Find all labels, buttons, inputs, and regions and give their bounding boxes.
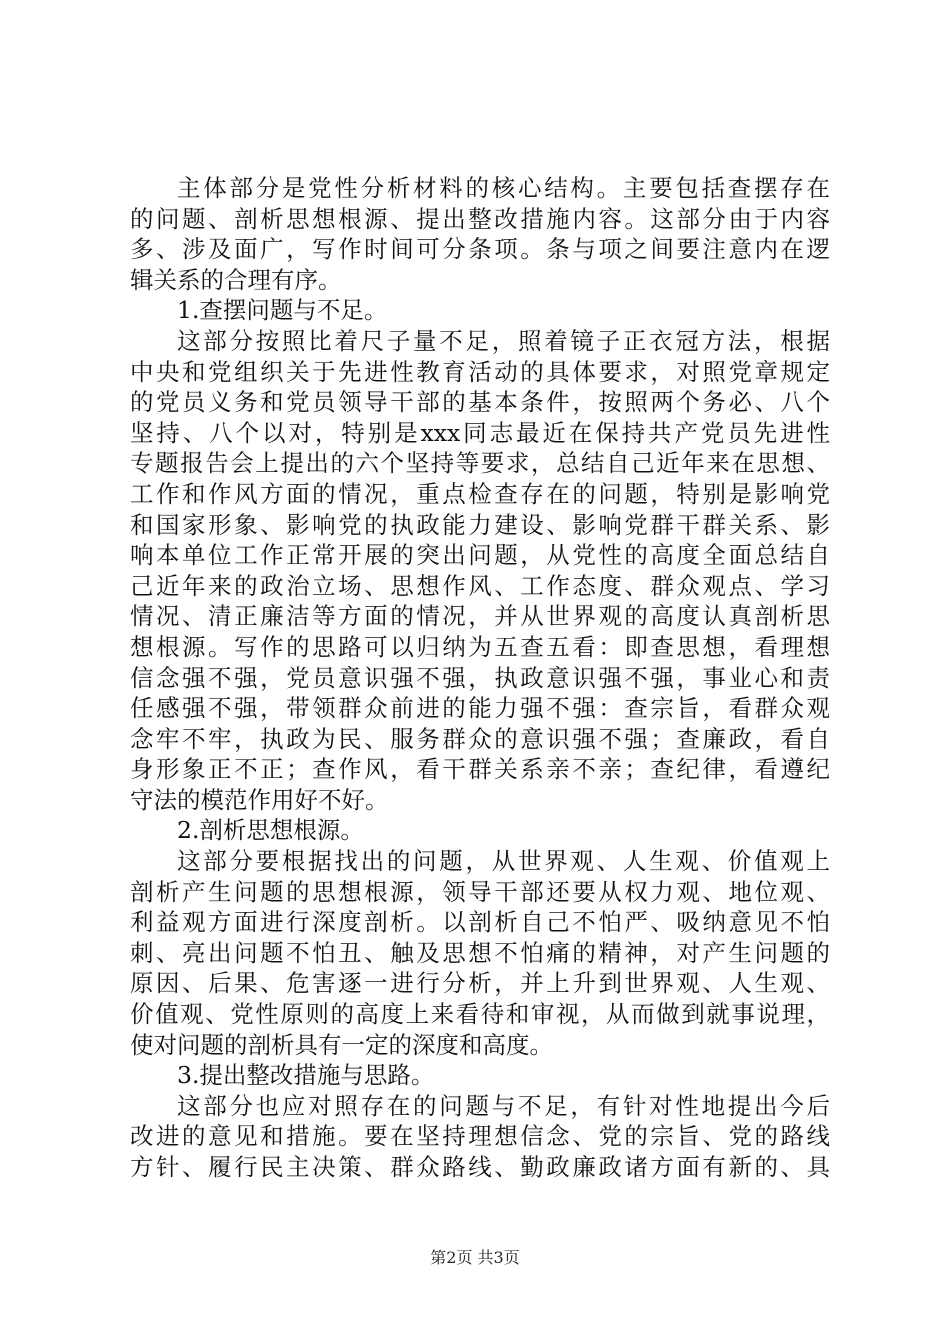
text-line: 想根源。写作的思路可以归纳为五查五看：即查思想，看理想 — [130, 632, 830, 661]
text-line: 1.查摆问题与不足。 — [177, 296, 388, 325]
page-number-footer: 第2页 共3页 — [430, 1248, 520, 1267]
text-line: 念牢不牢，执政为民、服务群众的意识强不强；查廉政，看自 — [130, 724, 830, 753]
text-line: 原因、后果、危害逐一进行分析，并上升到世界观、人生观、 — [130, 969, 830, 998]
text-line: 改进的意见和措施。要在坚持理想信念、党的宗旨、党的路线 — [130, 1122, 830, 1151]
text-line: 这部分也应对照存在的问题与不足，有针对性地提出今后 — [177, 1091, 830, 1120]
text-line: 利益观方面进行深度剖析。以剖析自己不怕严、吸纳意见不怕 — [130, 908, 830, 937]
text-line: 辑关系的合理有序。 — [130, 265, 342, 294]
text-line: 2.剖析思想根源。 — [177, 816, 364, 845]
text-line: 主体部分是党性分析材料的核心结构。主要包括查摆存在 — [177, 174, 830, 202]
text-line: 响本单位工作正常开展的突出问题，从党性的高度全面总结自 — [130, 541, 830, 570]
text-line: 和国家形象、影响党的执政能力建设、影响党群干群关系、影 — [130, 510, 830, 539]
text-line: 3.提出整改措施与思路。 — [177, 1061, 435, 1090]
text-line: 的问题、剖析思想根源、提出整改措施内容。这部分由于内容 — [130, 204, 830, 233]
text-line: 使对问题的剖析具有一定的深度和高度。 — [130, 1030, 553, 1059]
text-line: 中央和党组织关于先进性教育活动的具体要求，对照党章规定 — [130, 357, 830, 386]
text-line: 剖析产生问题的思想根源，领导干部还要从权力观、地位观、 — [130, 877, 830, 906]
document-body — [130, 173, 830, 1183]
text-line: 方针、履行民主决策、群众路线、勤政廉政诸方面有新的、具 — [130, 1153, 830, 1181]
text-line: 守法的模范作用好不好。 — [130, 785, 389, 814]
text-line: 坚持、八个以对，特别是xxx同志最近在保持共产党员先进性 — [130, 418, 830, 447]
text-line: 刺、亮出问题不怕丑、触及思想不怕痛的精神，对产生问题的 — [130, 938, 830, 967]
text-line: 任感强不强，带领群众前进的能力强不强：查宗旨，看群众观 — [130, 694, 830, 723]
text-line: 价值观、党性原则的高度上来看待和审视，从而做到就事说理， — [130, 1000, 830, 1029]
text-line: 工作和作风方面的情况，重点检查存在的问题，特别是影响党 — [130, 479, 830, 508]
text-line: 己近年来的政治立场、思想作风、工作态度、群众观点、学习 — [130, 571, 830, 600]
text-line: 信念强不强，党员意识强不强，执政意识强不强，事业心和责 — [130, 663, 830, 692]
text-line: 专题报告会上提出的六个坚持等要求，总结自己近年来在思想、 — [130, 449, 830, 478]
text-line: 这部分要根据找出的问题，从世界观、人生观、价值观上 — [177, 847, 830, 876]
text-line: 情况、清正廉洁等方面的情况，并从世界观的高度认真剖析思 — [130, 602, 830, 631]
text-line: 这部分按照比着尺子量不足，照着镜子正衣冠方法，根据 — [177, 326, 830, 355]
text-line: 身形象正不正；查作风，看干群关系亲不亲；查纪律，看遵纪 — [130, 755, 830, 784]
text-line: 多、涉及面广，写作时间可分条项。条与项之间要注意内在逻 — [130, 235, 830, 264]
text-line: 的党员义务和党员领导干部的基本条件，按照两个务必、八个 — [130, 388, 830, 417]
